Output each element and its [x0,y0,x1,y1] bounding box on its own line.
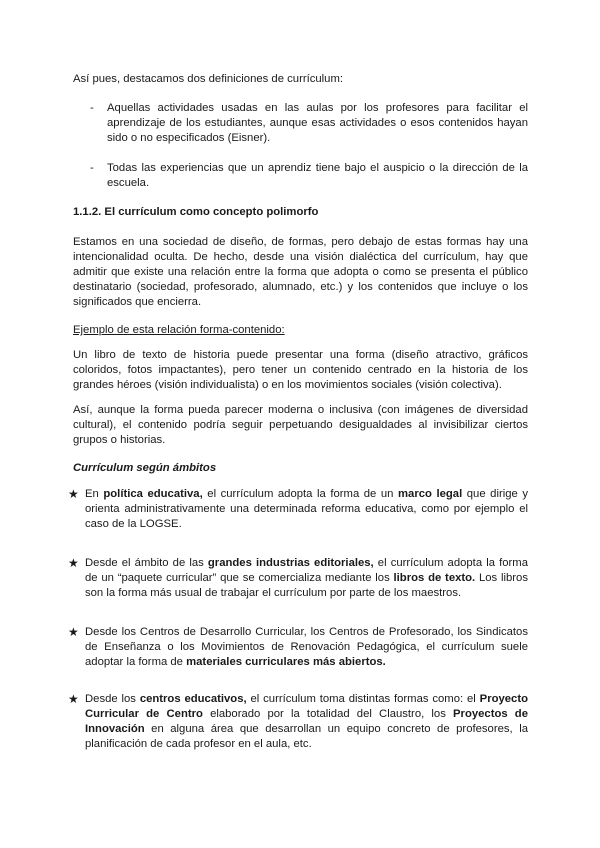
example-heading: Ejemplo de esta relación forma-contenido: [73,324,285,336]
ambit-text: Desde el ámbito de las grandes industrias editoriales, el currículum adopta la forma de un “paquete curricular” que se comercializa mediante los libros de texto. Los libros son la forma más usual de trabajar el currículum por parte de los maestros. [85,557,528,599]
ambit-text: En política educativa, el currículum adopta la forma de un marco legal que dirige y orienta administrativamente una determinada reforma educativa, como por ejemplo el caso de la LOGSE. [85,488,528,530]
paragraph: Estamos en una sociedad de diseño, de formas, pero debajo de estas formas hay una intencionalidad oculta. De hecho, desde una visión dialéctica del currículum, hay que admitir que existe una relación entre la forma que adopta o como se presenta el público destinatario (sociedad, profesorado, alumnado, etc.) y los contenidos que incluye o los significados que encierra. [73,236,528,308]
definition-text: Aquellas actividades usadas en las aulas por los profesores para facilitar el aprendizaje de los estudiantes, aunque esas actividades o esos contenidos hayan sido o no especificados (Eisner). [107,102,528,144]
star-icon: ★ [68,692,79,706]
paragraph: Un libro de texto de historia puede presentar una forma (diseño atractivo, gráficos coloridos, fotos impactantes), pero tener un contenido centrado en la historia de los grandes héroes (visión individualista) o en los movimientos sociales (visión colectiva). [73,349,528,391]
intro-text: Así pues, destacamos dos definiciones de currículum: [73,73,344,85]
paragraph: Así, aunque la forma pueda parecer moderna o inclusiva (con imágenes de diversidad cultural), el contenido podría seguir perpetuando desigualdades al invisibilizar ciertos grupos o historias. [73,404,528,446]
ambit-text: Desde los centros educativos, el currículum toma distintas formas como: el Proyecto Curricular de Centro elaborado por la totalidad del Claustro, los Proyectos de Innovación en alguna área que desarrollan un equipo concreto de profesores, la planificación de cada profesor en el aula, etc. [85,693,528,750]
dash-bullet: - [90,162,94,174]
ambit-text: Desde los Centros de Desarrollo Curricular, los Centros de Profesorado, los Sindicatos de Enseñanza o los Movimientos de Renovación Pedagógica, el currículum suele adoptar la forma de materiales curriculares más abiertos. [85,626,528,668]
section-heading: 1.1.2. El currículum como concepto polimorfo [73,206,319,218]
star-icon: ★ [68,556,79,570]
star-icon: ★ [68,625,79,639]
ambits-heading: Currículum según ámbitos [73,462,217,474]
definition-text: Todas las experiencias que un aprendiz tiene bajo el auspicio o la dirección de la escuela. [107,162,528,189]
dash-bullet: - [90,102,94,114]
star-icon: ★ [68,487,79,501]
